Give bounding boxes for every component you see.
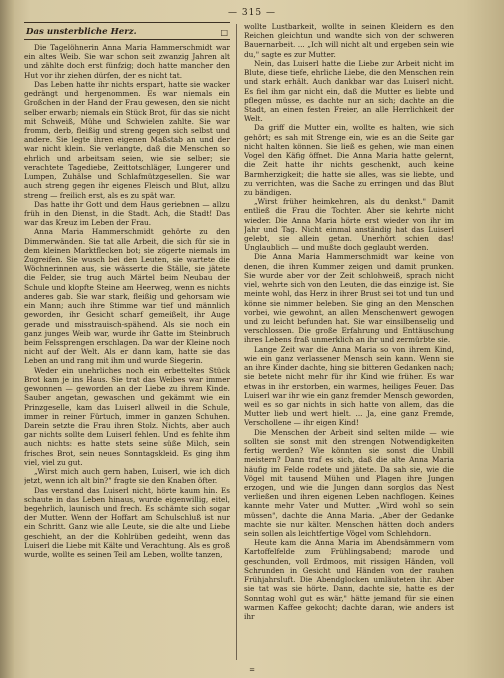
paragraph: Da griff die Mutter ein, wollte es halten, wie sich gehört; es sah mit Strenge ein, wie es an die Seite gar nicht halten können. Sie ließ es gehen, wie man einen Vogel den Käfig öffnet. Die Anna Maria hatte gelernt, die Zeit hatte ihr nichts geschenkt, auch keine Barmherzigkeit; die hatte sie alles, was sie liebte, und zu verrichten, was die Sache zu erringen und das Blut zu bändigen.: [244, 123, 454, 197]
paragraph: wollte Lustbarkeit, wollte in seinen Kleidern es den Reichen gleichtun und wandte sich von der schweren Bauernarbeit. ... „Ich will nicht alt und ergeben sein wie du," sagte es zur Mutter.: [244, 22, 454, 59]
article-title-row: [24, 25, 230, 40]
paragraph: „Wirst früher heimkehren, als du denkst." Damit entließ die Frau die Tochter. Aber sie kehrte nicht wieder. Die Anna Maria hörte erst wieder von ihr im Jahr und Tag. Nicht einmal anständig hat das Luiserl gelebt, sie allein getan. Unerhört schien das! Unglaublich — und mußte doch geglaubt werden.: [244, 197, 454, 253]
paragraph: Nein, das Luiserl hatte die Liebe zur Arbeit nicht im Blute, diese tiefe, ehrliche Liebe, die den Menschen rein und stark erhält. Auch dankbar war das Luiserl nicht. Es fiel ihm gar nicht ein, daß die Mutter es liebte und pflegen müsse, es dachte nur an sich; dachte an die Stadt, an einen festen Freier, an alle Herrlichkeit der Welt.: [244, 58, 454, 124]
title-rule: [24, 22, 230, 23]
paragraph: Das Leben hatte ihr nichts erspart, hatte sie wacker gedrängt und hergenommen. Es war niemals ein Großchen in der Hand der Frau gewesen, den sie nicht selber erwarb; niemals ein Stück Brot, für das sie nicht mit Schweiß, Mühe und Schwielen zahlte. Sie war fromm, derb, fleißig und streng gegen sich selbst und andere. Sie legte ihren eigenen Maßstab an und der war nicht klein. Sie verlangte, daß die Menschen so ehrlich und arbeitsam seien, wie sie selber; sie verachtete Tagediebe, Zeittotschläger, Lungerer und Lumpen, Zuhälse und Schlafmützgesellen. Sie war auch streng gegen ihr eigenes Fleisch und Blut, allzu streng — freilich erst, als es zu spät war.: [24, 79, 230, 200]
left-column: [24, 22, 230, 662]
paragraph: Heute kam die Anna Maria im Abendsämmern vom Kartoffelfelde zum Frühlingsabend; marode und geschunden, voll Erdmoos, mit rissigen Händen, voll Schrunden in Gesicht und Händen von der rauhen Frühjahrsluft. Die Abendglocken umläuteten ihr. Aber sie tat was sie hörte. Dann, dachte sie, hatte es der Sonntag wohl gut es wär," hätte jemand für sie einen warmen Kaffee gekocht; dachte daran, wie anders ist ihr: [244, 538, 454, 621]
article-title: Das unsterbliche Herz.: [26, 27, 137, 37]
paragraph: Die Anna Maria Hammerschmidt war keine von denen, die ihren Kummer zeigen und damit prunken. Sie wurde aber vor der Zeit schlohweiß, sprach nicht viel, wehrte sich von den Leuten, die das einzige ist. Sie meinte wohl, das Herz in ihrer Brust sei tot und tun und könne sie nimmer beleben. Sie ging an den Menschen vorbei, wie gewohnt, an allen Menschenwert gewogen und zu leicht befunden hat. Sie war einsilbenselig und verschlossen. Die große Erfahrung und Enttäuschung ihres Lebens fraß unmerklich an ihr und zermürbte sie.: [244, 252, 454, 345]
paragraph: Das hatte ihr Gott und dem Haus geriebnen — allzu früh in den Dienst, in die Stadt. Ach, die Stadt! Das war das Kreuz im Leben der Frau.: [24, 199, 230, 228]
paragraph: Anna Maria Hammerschmidt gehörte zu den Dimmerwänden. Sie tat alle Arbeit, die sich für sie in dem kleinen Marktflecken bot; sie zögerte niemals im Zugreifen. Sie wusch bei den Leuten, sie wartete die Wöchnerinnen aus, sie wässerte die Ställe, sie jätete die Felder, sie trug auch Märtel beim Neubau der Schule und klopfte Steine am Heerweg, wenn es nichts anderes gab. Sie war stark, fleißig und gehorsam wie ein Mann; auch ihre Stimme war tief und männlich geworden, ihr Gesicht scharf gemeißelt, ihr Auge gerade und misstrauisch-spähend. Als sie noch ein ganz junges Weib war, wurde ihr Gatte im Steinbruch beim Felssprengen erschlagen. Da war der Kleine noch nicht auf der Welt. Als er dann kam, hatte sie das Leben an und rang mit ihm und wurde Siegerin.: [24, 227, 230, 366]
title-ornament: □: [220, 27, 228, 37]
paragraph: Die Tagelöhnerin Anna Maria Hammerschmidt war ein altes Weib. Sie war schon seit zwanzig Jahren alt und zählte doch erst fünfzig; doch hatte mancher den Hut vor ihr ziehen dürfen, der es nicht tat.: [24, 43, 230, 80]
paragraph: Lange Zeit war die Anna Maria so von ihrem Kind, wie ein ganz verlassener Mensch sein kann. Wenn sie an ihre Kinder dachte, hing sie bitteren Gedanken nach; sie betete nicht mehr für ihr Kind wie früher. Es war etwas in ihr erstorben, ein warmes, heiliges Feuer. Das Luiserl war ihr wie ein ganz fremder Mensch geworden, weil es so gar nichts in sich hatte von allem, das die Mutter lieb und wert hielt. ... Ja, eine ganz Fremde, Verschollene — ihr eigen Kind!: [244, 344, 454, 428]
right-column: [244, 22, 454, 662]
paragraph: Weder ein unehrliches noch ein erbetteltes Stück Brot kam je ins Haus. Sie trat das Weibes war immer gewonnen — geworden an der Liebe zu ihrem Kinde. Sauber angetan, gewaschen und gekämmt wie ein Prinzgeselle, kam das Luiserl allweil in die Schule, immer in reiner Fürtuch, immer in ganzen Schuhen. Darein setzte die Frau ihren Stolz. Nichts, aber auch gar nichts sollte dem Luiserl fehlen. Und es fehlte ihm auch nichts: es hatte stets seine süße Milch, sein frisches Brot, sein neues Sonntagskleid. Es ging ihm viel, viel zu gut.: [24, 365, 230, 467]
paragraph: „Wirst mich auch gern haben, Luiserl, wie ich dich jetzt, wenn ich alt bin?" fragte sie den Knaben öfter.: [24, 467, 230, 486]
paragraph: Das verstand das Luiserl nicht, hörte kaum hin. Es schaute in das Leben hinaus, wurde eigenwillig, eitel, begehrlich, launisch und frech. Es schämte sich sogar der Mutter. Wenn der Hoffart am Schulschluß ist nur ein Schritt. Ganz wie alle Leute, sie die alte und Liebe geschieht, an der die Kohlrüben gedeiht, wenn das Luiserl die Liebe mit Kälte und Verachtung. Als es groß wurde, wollte es seinen Teil am Leben, wollte tanzen,: [24, 485, 230, 560]
paragraph: Die Menschen der Arbeit sind selten milde — wie sollten sie sonst mit den strengen Notwendigkeiten fertig werden? Wie könnten sie sonst die Unbill meistern? Dann traf es sich, daß die alte Anna Maria häufig im Felde rodete und jätete. Da sah sie, wie die Vögel mit tausend Mühen und Plagen ihre Jungen erzogen, und wie die Jungen dann sorglos das Nest verließen und ihren eigenen Leben nachflogen. Keines kannte mehr Vater und Mutter. „Wird wohl so sein müssen", dachte die Anna Maria. „Aber der Gedanke machte sie nur kälter. Menschen hätten doch anders sein sollen als leichtfertige Vögel vom Schlehdorn.: [244, 427, 454, 539]
page-number: — 315 —: [228, 8, 276, 18]
book-gutter: [0, 0, 14, 678]
column-divider: [236, 24, 237, 660]
footer-mark: =: [249, 666, 255, 674]
